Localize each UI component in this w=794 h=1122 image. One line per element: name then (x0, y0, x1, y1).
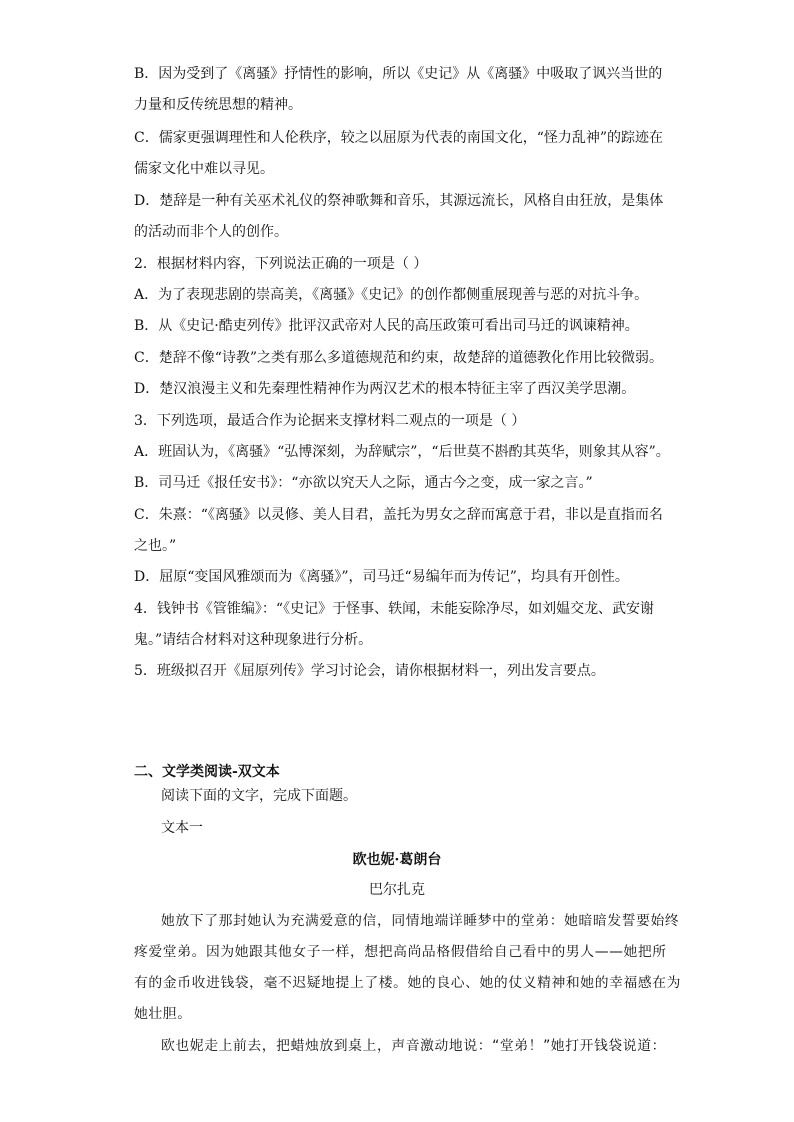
story-para1-line1: 她放下了那封她认为充满爱意的信，同情地端详睡梦中的堂弟：她暗暗发誓要始终 (161, 913, 680, 929)
q1-option-d-line1: D．楚辞是一种有关巫术礼仪的祭神歌舞和音乐，其源远流长，风格自由狂放，是集体 (134, 193, 664, 209)
story-author: 巴尔扎克 (369, 882, 425, 898)
q3-option-c-line2: 之也。” (134, 538, 177, 554)
q3-option-c-line1: C．朱熹：“《离骚》以灵修、美人目君，盖托为男女之辞而寓意于君，非以是直指而名 (134, 507, 663, 523)
q2-option-d: D．楚汉浪漫主义和先秦理性精神作为两汉艺术的根本特征主宰了西汉美学思潮。 (134, 381, 636, 397)
q5: 5．班级拟召开《屈原列传》学习讨论会，请你根据材料一，列出发言要点。 (134, 663, 605, 679)
q1-option-c-line1: C．儒家更强调理性和人伦秩序，较之以屈原为代表的南国文化，“怪力乱神”的踪迹在 (134, 130, 664, 146)
q3-option-b: B．司马迁《报任安书》：“亦欲以究天人之际，通古今之变，成一家之言。” (134, 475, 593, 491)
story-title: 欧也妮·葛朗台 (352, 852, 442, 868)
q4-line2: 鬼。”请结合材料对这种现象进行分析。 (134, 632, 373, 648)
section-heading: 二、文学类阅读-双文本 (134, 764, 280, 780)
story-para1-line2: 疼爱堂弟。因为她跟其他女子一样，想把高尚品格假借给自己看中的男人——她把所 (134, 944, 667, 960)
q1-option-b-line1: B．因为受到了《离骚》抒情性的影响，所以《史记》从《离骚》中吸取了讽兴当世的 (134, 66, 663, 82)
q2-option-b: B．从《史记·酷吏列传》批评汉武帝对人民的高压政策可看出司马迁的讽谏精神。 (134, 318, 639, 334)
story-para2-line1: 欧也妮走上前去，把蜡烛放到桌上，声音激动地说：“堂弟！”她打开钱袋说道： (161, 1038, 666, 1054)
q1-option-c-line2: 儒家文化中难以寻见。 (134, 161, 274, 177)
q3-stem: 3．下列选项，最适合作为论据来支撑材料二观点的一项是（ ） (134, 413, 526, 429)
q1-option-d-line2: 的活动而非个人的创作。 (134, 224, 288, 240)
q2-stem: 2．根据材料内容，下列说法正确的一项是（ ） (134, 256, 428, 272)
text-label: 文本一 (161, 820, 203, 836)
q2-option-c: C．楚辞不像“诗教”之类有那么多道德规范和约束，故楚辞的道德教化作用比较微弱。 (134, 350, 664, 366)
q3-option-a: A．班固认为，《离骚》“弘博深刻，为辞赋宗”，“后世莫不斟酌其英华，则象其从容”。 (134, 444, 670, 460)
q1-option-b-line2: 力量和反传统思想的精神。 (134, 97, 302, 113)
story-para1-line3: 有的金币收进钱袋，毫不迟疑地提上了楼。她的良心、她的仗义精神和她的幸福感在为 (134, 975, 682, 991)
q2-option-a: A．为了表现悲剧的崇高美，《离骚》《史记》的创作都侧重展现善与恶的对抗斗争。 (134, 287, 649, 303)
q4-line1: 4．钱钟书《管锥编》：“《史记》于怪事、轶闻，未能妄除净尽，如刘媪交龙、武安谢 (134, 601, 655, 617)
story-para1-line4: 她壮胆。 (134, 1006, 192, 1022)
q3-option-d: D．屈原“变国风雅颂而为《离骚》”，司马迁“易编年而为传记”，均具有开创性。 (134, 569, 629, 585)
section-instruction: 阅读下面的文字，完成下面题。 (161, 788, 357, 804)
